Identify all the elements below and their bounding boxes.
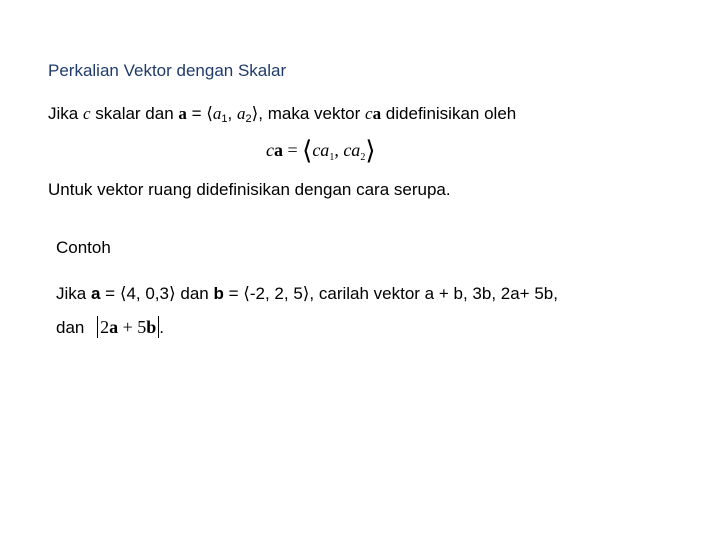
ex-text-3: dan: [175, 284, 214, 303]
comma: ,: [227, 104, 237, 123]
period: .: [159, 318, 165, 337]
formula-sep: ,: [334, 140, 344, 160]
ex-left-angle-b: ⟨: [243, 284, 250, 304]
magnitude-expression: [97, 317, 159, 337]
example-heading: Contoh: [56, 238, 111, 257]
ex-vector-b: b: [213, 284, 224, 303]
ex-text-5: , carilah vektor a + b, 3b, 2a+ 5b,: [309, 284, 558, 303]
formula-term-1: ca: [312, 140, 330, 160]
formula-a: a: [274, 140, 283, 160]
left-angle: ⟨: [206, 104, 213, 124]
formula-left-angle: ⟨: [302, 136, 313, 166]
ex-text-2: =: [100, 284, 120, 303]
mag-vector-b: b: [146, 317, 157, 337]
left-bar: [97, 316, 98, 338]
mag-plus-five: + 5: [118, 317, 147, 337]
section-title: Perkalian Vektor dengan Skalar: [48, 61, 287, 80]
ex-left-angle-a: ⟨: [119, 284, 127, 304]
vector-a-2: a: [372, 104, 382, 123]
component-a2: a: [237, 104, 246, 123]
subscript-2: 2: [245, 113, 252, 125]
formula-sub-2: 2: [360, 152, 366, 163]
def-text-4: , maka vektor: [258, 104, 366, 123]
ex-a-values: 4, 0,3: [126, 284, 169, 303]
scalar-c: c: [82, 104, 91, 123]
definition-line: [48, 104, 516, 125]
formula-sub-1: 1: [329, 152, 335, 163]
subscript-1: 1: [221, 113, 228, 125]
mag-vector-a: a: [109, 317, 119, 337]
scalar-c-2: c: [365, 104, 373, 123]
def-text-2: skalar dan: [90, 104, 179, 123]
formula-c: c: [266, 140, 274, 160]
ex-text-1: Jika: [56, 284, 91, 303]
space-vector-note: Untuk vektor ruang didefinisikan dengan cara serupa.: [48, 180, 451, 199]
vector-a: a: [178, 104, 187, 123]
example-line: [56, 284, 558, 304]
ex-right-angle-b: ⟩: [302, 284, 310, 304]
formula-eq: =: [283, 140, 303, 160]
example-line-2: [56, 316, 164, 338]
right-angle: ⟩: [251, 104, 259, 124]
formula-right-angle: ⟩: [365, 136, 376, 166]
ex-dan: dan: [56, 318, 85, 337]
def-text-5: didefinisikan oleh: [381, 104, 517, 123]
definition-formula: [266, 136, 375, 166]
ex-b-values: -2, 2, 5: [249, 284, 303, 303]
ex-right-angle-a: ⟩: [169, 284, 176, 304]
ex-text-4: =: [223, 284, 244, 303]
component-a1: a: [212, 104, 222, 123]
ex-vector-a: a: [90, 284, 101, 303]
formula-term-2: ca: [343, 140, 361, 160]
mag-two: 2: [100, 317, 110, 337]
def-text-3: =: [186, 104, 207, 123]
def-text-1: Jika: [48, 104, 83, 123]
